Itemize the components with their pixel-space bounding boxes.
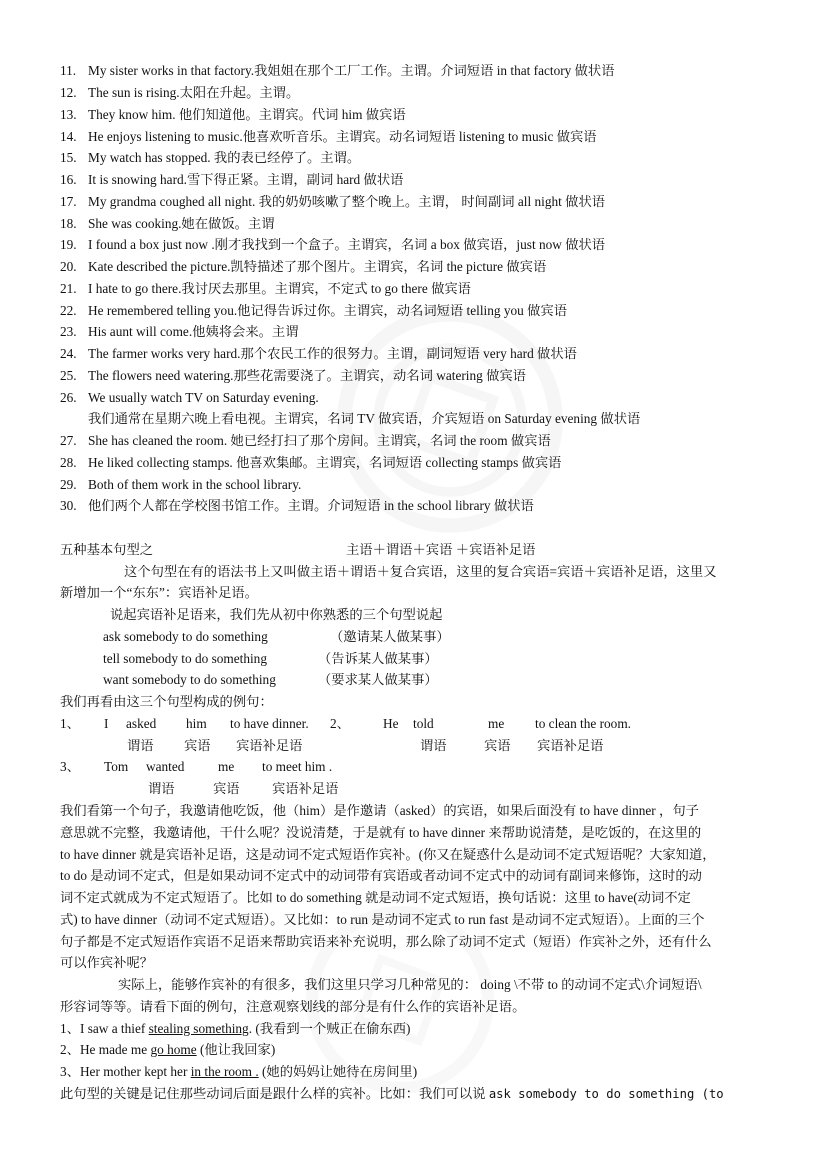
paragraph-line: 我们看第一个句子，我邀请他吃饭，他（him）是作邀请（asked）的宾语，如果后面没有 to have dinner ，句子 [60,803,699,818]
paragraph-line: to do 是动词不定式，但是如果动词不定式中的动词带有宾语或者动词不定式中的动词有副词来修饰，这时的动 [60,868,702,883]
paragraph-line: 可以作宾补呢？ [60,955,154,970]
pattern-zh: （邀请某人做某事） [330,629,450,644]
example-word: me [488,716,505,731]
list-item: 22. He remembered telling you.他记得告诉过你。主谓宾，动名词短语 telling you 做宾语 [60,303,567,318]
example-sentence: 1、I saw a thief stealing something. (我看到一个贼正在偷东西) [60,1021,411,1036]
list-item: 20. Kate described the picture.凯特描述了那个图片。主谓宾，名词 the picture 做宾语 [60,259,547,274]
grammar-label: 谓语 [420,738,447,753]
list-item: 14. He enjoys listening to music.他喜欢听音乐。主谓宾。动名词短语 listening to music 做宾语 [60,129,597,144]
pattern-en: tell somebody to do something [103,651,267,666]
pattern-zh: （要求某人做某事） [318,672,438,687]
list-item: 13. They know him. 他们知道他。主谓宾。代词 him 做宾语 [60,107,406,122]
example-number: 2、 [330,716,350,731]
intro-text: 说起宾语补足语来，我们先从初中你熟悉的三个句型说起 [110,607,443,622]
paragraph-line: 实际上，能够作宾补的有很多，我们这里只学习几种常见的： doing \不带 to 的动词不定式\介词短语\ [118,977,702,992]
grammar-label: 谓语 [127,738,154,753]
example-word: asked [126,716,157,731]
example-word: wanted [146,759,185,774]
example-word: I [104,716,109,731]
intro-text: 新增加一个“东东”：宾语补足语。 [60,585,258,600]
list-item: 24. The farmer works very hard.那个农民工作的很努力。主谓，副词短语 very hard 做状语 [60,346,577,361]
list-item: 11. My sister works in that factory.我姐姐在那个工厂工作。主谓。介词短语 in that factory 做状语 [60,63,615,78]
example-word: to meet him . [262,759,333,774]
list-item: 19. I found a box just now .刚才我找到一个盒子。主谓宾，名词 a box 做宾语，just now 做状语 [60,237,606,252]
list-item: 18. She was cooking.她在做饭。主谓 [60,216,275,231]
list-item: 15. My watch has stopped. 我的表已经停了。主谓。 [60,150,361,165]
paragraph-line: 此句型的关键是记住那些动词后面是跟什么样的宾补。比如：我们可以说 ask somebody to do something (to [60,1086,724,1101]
section-title: 五种基本句型之 [60,542,154,557]
intro-text: 这个句型在有的语法书上又叫做主语＋谓语＋复合宾语，这里的复合宾语=宾语＋宾语补足语，这里又 [124,564,717,579]
example-word: him [186,716,207,731]
paragraph-line: 意思就不完整，我邀请他，干什么呢？没说清楚，于是就有 to have dinner 来帮助说清楚，是吃饭的，在这里的 [60,825,702,840]
section-formula: 主语＋谓语＋宾语 ＋宾语补足语 [346,542,536,557]
pattern-en: ask somebody to do something [103,629,268,644]
grammar-label: 宾语 [213,781,240,796]
list-item: 28. He liked collecting stamps. 他喜欢集邮。主谓宾，名词短语 collecting stamps 做宾语 [60,455,562,470]
list-item: 23. His aunt will come.他姨将会来。主谓 [60,324,299,339]
grammar-label: 宾语补足语 [537,738,604,753]
example-number: 1、 [60,716,80,731]
list-item: 16. It is snowing hard.雪下得正紧。主谓，副词 hard 做状语 [60,172,404,187]
paragraph-line: 形容词等等。请看下面的例句，注意观察划线的部分是有什么作的宾语补足语。 [60,999,526,1014]
list-item: 30. 他们两个人都在学校图书馆工作。主谓。介词短语 in the school library 做状语 [60,498,534,513]
example-sentence: 3、Her mother kept her in the room . (她的妈妈让她待在房间里) [60,1064,418,1079]
paragraph-line: 式) to have dinner（动词不定式短语）。又比如：to run 是动词不定式 to run fast 是动词不定式短语）。上面的三个 [60,912,705,927]
example-word: me [218,759,235,774]
pattern-en: want somebody to do something [103,672,276,687]
paragraph-line: to have dinner 就是宾语补足语，这是动词不定式短语作宾补。(你又在疑惑什么是动词不定式短语呢？大家知道， [60,847,716,862]
grammar-label: 谓语 [148,781,175,796]
list-item: 26. We usually watch TV on Saturday evening. [60,390,319,405]
list-item: 12. The sun is rising.太阳在升起。主谓。 [60,85,300,100]
example-sentence: 2、He made me go home (他让我回家) [60,1042,276,1057]
list-item: 25. The flowers need watering.那些花需要浇了。主谓宾，动名词 watering 做宾语 [60,368,526,383]
list-item: 29. Both of them work in the school library. [60,477,302,492]
example-word: He [383,716,399,731]
grammar-label: 宾语 [484,738,511,753]
examples-intro: 我们再看由这三个句型构成的例句： [60,694,273,709]
list-item-continuation: 我们通常在星期六晚上看电视。主谓宾，名词 TV 做宾语，介宾短语 on Saturday evening 做状语 [88,411,641,426]
example-word: Tom [104,759,129,774]
list-item: 17. My grandma coughed all night. 我的奶奶咳嗽了整个晚上。主谓， 时间副词 all night 做状语 [60,194,606,209]
grammar-label: 宾语补足语 [236,738,303,753]
example-word: to have dinner. [230,716,309,731]
grammar-label: 宾语补足语 [272,781,339,796]
example-number: 3、 [60,759,80,774]
example-word: to clean the room. [535,716,631,731]
list-item: 21. I hate to go there.我讨厌去那里。主谓宾，不定式 to go there 做宾语 [60,281,471,296]
pattern-zh: （告诉某人做某事） [318,651,438,666]
list-item: 27. She has cleaned the room. 她已经打扫了那个房间。主谓宾，名词 the room 做宾语 [60,433,551,448]
grammar-label: 宾语 [184,738,211,753]
example-word: told [413,716,434,731]
paragraph-line: 句子都是不定式短语作宾语不足语来帮助宾语来补充说明，那么除了动词不定式（短语）作宾补之外，还有什么 [60,934,712,949]
paragraph-line: 词不定式就成为不定式短语了。比如 to do something 就是动词不定式短语，换句话说：这里 to have(动词不定 [60,890,691,905]
